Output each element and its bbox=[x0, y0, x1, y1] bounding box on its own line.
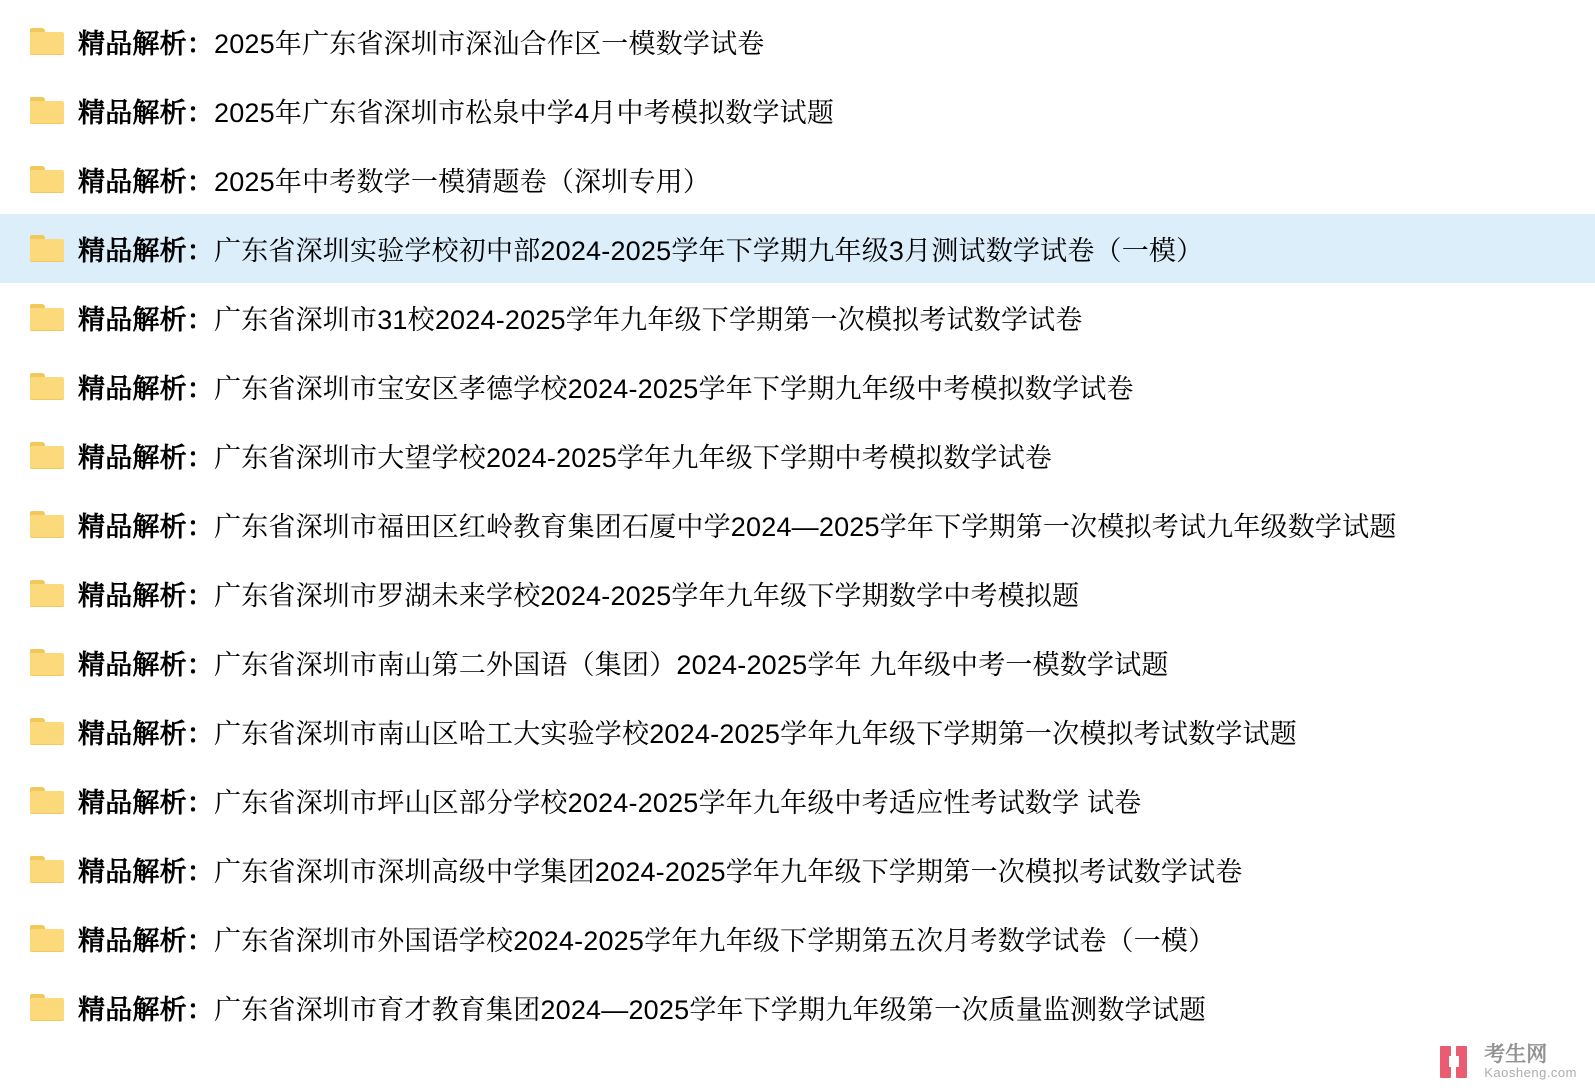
file-name-label[interactable] bbox=[78, 229, 1203, 268]
file-name-label[interactable] bbox=[78, 91, 834, 130]
file-row[interactable] bbox=[0, 421, 1595, 490]
file-name-prefix: 精品解析： bbox=[78, 29, 214, 59]
file-row[interactable] bbox=[0, 697, 1595, 766]
file-name-title: 2025年广东省深圳市松泉中学4月中考模拟数学试题 bbox=[214, 98, 835, 128]
file-name-prefix: 精品解析： bbox=[78, 98, 214, 128]
file-row[interactable] bbox=[0, 559, 1595, 628]
file-row[interactable] bbox=[0, 628, 1595, 697]
file-row[interactable] bbox=[0, 766, 1595, 835]
folder-icon bbox=[30, 373, 64, 400]
file-name-title: 广东省深圳市大望学校2024-2025学年九年级下学期中考模拟数学试卷 bbox=[214, 443, 1053, 473]
file-row[interactable] bbox=[0, 490, 1595, 559]
kaosheng-logo-icon bbox=[1436, 1042, 1476, 1082]
file-name-label[interactable] bbox=[78, 160, 710, 199]
file-name-label[interactable] bbox=[78, 712, 1297, 751]
file-name-label[interactable] bbox=[78, 22, 764, 61]
file-name-title: 2025年中考数学一模猜题卷（深圳专用） bbox=[214, 167, 711, 197]
folder-icon bbox=[30, 511, 64, 538]
file-name-title: 广东省深圳市宝安区孝德学校2024-2025学年下学期九年级中考模拟数学试卷 bbox=[214, 374, 1134, 404]
folder-icon bbox=[30, 28, 64, 55]
file-name-label[interactable] bbox=[78, 298, 1083, 337]
file-name-prefix: 精品解析： bbox=[78, 512, 214, 542]
file-name-title: 广东省深圳市育才教育集团2024—2025学年下学期九年级第一次质量监测数学试题 bbox=[214, 995, 1207, 1025]
file-name-prefix: 精品解析： bbox=[78, 443, 214, 473]
folder-icon bbox=[30, 235, 64, 262]
file-name-prefix: 精品解析： bbox=[78, 719, 214, 749]
file-row[interactable] bbox=[0, 214, 1595, 283]
file-name-prefix: 精品解析： bbox=[78, 374, 214, 404]
file-name-prefix: 精品解析： bbox=[78, 926, 214, 956]
file-name-prefix: 精品解析： bbox=[78, 167, 214, 197]
file-name-title: 广东省深圳市南山第二外国语（集团）2024-2025学年 九年级中考一模数学试题 bbox=[214, 650, 1169, 680]
file-name-label[interactable] bbox=[78, 436, 1052, 475]
folder-icon bbox=[30, 580, 64, 607]
file-name-title: 广东省深圳市南山区哈工大实验学校2024-2025学年九年级下学期第一次模拟考试数学试题 bbox=[214, 719, 1297, 749]
file-name-title: 2025年广东省深圳市深汕合作区一模数学试卷 bbox=[214, 29, 765, 59]
file-name-title: 广东省深圳市福田区红岭教育集团石厦中学2024—2025学年下学期第一次模拟考试九年级数学试题 bbox=[214, 512, 1397, 542]
file-name-title: 广东省深圳市深圳高级中学集团2024-2025学年九年级下学期第一次模拟考试数学试卷 bbox=[214, 857, 1243, 887]
file-name-prefix: 精品解析： bbox=[78, 236, 214, 266]
folder-icon bbox=[30, 97, 64, 124]
file-name-label[interactable] bbox=[78, 919, 1215, 958]
file-name-label[interactable] bbox=[78, 505, 1397, 544]
file-name-label[interactable] bbox=[78, 574, 1079, 613]
folder-icon bbox=[30, 166, 64, 193]
folder-icon bbox=[30, 994, 64, 1021]
watermark-cn-text: 考生网 bbox=[1484, 1043, 1548, 1067]
file-name-title: 广东省深圳市外国语学校2024-2025学年九年级下学期第五次月考数学试卷（一模） bbox=[214, 926, 1216, 956]
file-name-label[interactable] bbox=[78, 781, 1141, 820]
file-name-label[interactable] bbox=[78, 988, 1206, 1027]
file-name-prefix: 精品解析： bbox=[78, 857, 214, 887]
folder-icon bbox=[30, 787, 64, 814]
file-row[interactable] bbox=[0, 76, 1595, 145]
watermark bbox=[1436, 1042, 1577, 1082]
file-name-title: 广东省深圳市坪山区部分学校2024-2025学年九年级中考适应性考试数学 试卷 bbox=[214, 788, 1142, 818]
file-name-title: 广东省深圳市31校2024-2025学年九年级下学期第一次模拟考试数学试卷 bbox=[214, 305, 1083, 335]
file-name-prefix: 精品解析： bbox=[78, 788, 214, 818]
file-row[interactable] bbox=[0, 835, 1595, 904]
watermark-en-text: Kaosheng.com bbox=[1484, 1065, 1577, 1081]
folder-icon bbox=[30, 442, 64, 469]
file-name-prefix: 精品解析： bbox=[78, 305, 214, 335]
file-name-prefix: 精品解析： bbox=[78, 995, 214, 1025]
file-name-prefix: 精品解析： bbox=[78, 581, 214, 611]
file-name-title: 广东省深圳市罗湖未来学校2024-2025学年九年级下学期数学中考模拟题 bbox=[214, 581, 1080, 611]
file-name-label[interactable] bbox=[78, 367, 1134, 406]
file-row[interactable] bbox=[0, 352, 1595, 421]
folder-icon bbox=[30, 856, 64, 883]
folder-icon bbox=[30, 304, 64, 331]
file-row[interactable] bbox=[0, 973, 1595, 1042]
folder-icon bbox=[30, 718, 64, 745]
file-row[interactable] bbox=[0, 145, 1595, 214]
file-name-label[interactable] bbox=[78, 850, 1243, 889]
folder-icon bbox=[30, 649, 64, 676]
file-name-label[interactable] bbox=[78, 643, 1169, 682]
file-row[interactable] bbox=[0, 904, 1595, 973]
file-row[interactable] bbox=[0, 283, 1595, 352]
file-name-prefix: 精品解析： bbox=[78, 650, 214, 680]
file-row[interactable] bbox=[0, 7, 1595, 76]
file-name-title: 广东省深圳实验学校初中部2024-2025学年下学期九年级3月测试数学试卷（一模） bbox=[214, 236, 1204, 266]
folder-icon bbox=[30, 925, 64, 952]
